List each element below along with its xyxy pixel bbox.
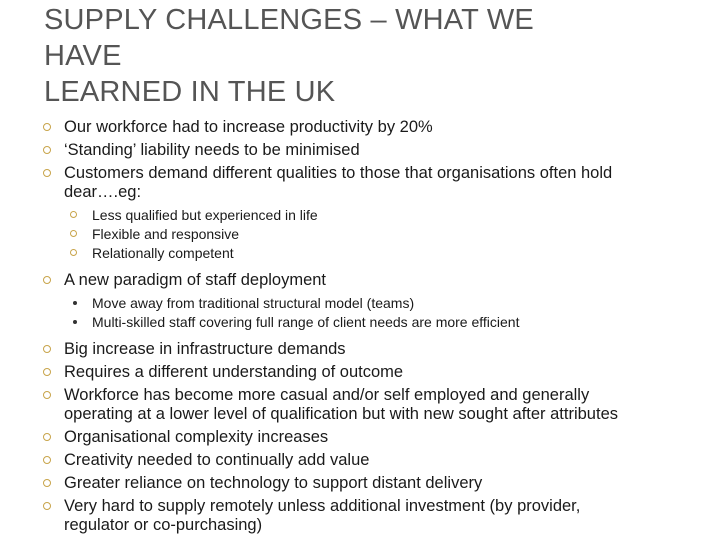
bullet-item [40, 428, 700, 447]
sub-bullet-item [40, 244, 700, 263]
bullet-text: Big increase in infrastructure demands [64, 340, 346, 358]
bullet-text: Our workforce had to increase productivity by 20% [64, 118, 433, 136]
bullet-text: Customers demand different qualities to those that organisations often hold [64, 164, 613, 182]
ring-bullet-icon [43, 368, 51, 376]
ring-bullet-icon [43, 276, 51, 284]
sub-bullet-item [40, 313, 700, 332]
bullet-item [40, 164, 700, 202]
title-line-2: HAVE [44, 40, 122, 72]
dot-bullet-icon [73, 301, 77, 305]
bullet-text: Organisational complexity increases [64, 428, 329, 446]
bullet-text: Creativity needed to continually add value [64, 451, 370, 469]
bullet-text-continued: operating at a lower level of qualification but with new sought after attributes [64, 405, 618, 423]
ring-bullet-icon [70, 211, 77, 218]
bullet-text-continued: dear….eg: [64, 183, 142, 201]
ring-bullet-icon [70, 249, 77, 256]
bullet-text: Workforce has become more casual and/or self employed and generally [64, 386, 590, 404]
bullet-text: Greater reliance on technology to support distant delivery [64, 474, 483, 492]
title-line-1: SUPPLY CHALLENGES – WHAT WE [44, 4, 534, 36]
bullet-text: A new paradigm of staff deployment [64, 271, 327, 289]
bullet-item [40, 451, 700, 470]
ring-bullet-icon [43, 169, 51, 177]
bullet-item [40, 340, 700, 359]
sub-bullet-text: Less qualified but experienced in life [92, 207, 318, 223]
ring-bullet-icon [43, 345, 51, 353]
sub-bullet-text: Relationally competent [92, 245, 234, 261]
ring-bullet-icon [43, 433, 51, 441]
bullet-text-continued: regulator or co-purchasing) [64, 516, 263, 534]
bullet-text: Very hard to supply remotely unless additional investment (by provider, [64, 497, 581, 515]
bullet-item [40, 118, 700, 137]
bullet-item [40, 386, 700, 424]
dot-bullet-icon [73, 320, 77, 324]
ring-bullet-icon [43, 391, 51, 399]
ring-bullet-icon [43, 456, 51, 464]
bullet-item [40, 363, 700, 382]
sub-bullet-item [40, 294, 700, 313]
sub-bullet-text: Multi-skilled staff covering full range of client needs are more efficient [92, 314, 520, 330]
ring-bullet-icon [43, 479, 51, 487]
bullet-text: ‘Standing’ liability needs to be minimised [64, 141, 360, 159]
slide-title [44, 2, 664, 110]
sub-bullet-item [40, 206, 700, 225]
ring-bullet-icon [43, 502, 51, 510]
ring-bullet-icon [43, 123, 51, 131]
bullet-item [40, 141, 700, 160]
bullet-list [40, 118, 700, 535]
sub-bullet-item [40, 225, 700, 244]
ring-bullet-icon [43, 146, 51, 154]
title-line-3: LEARNED IN THE UK [44, 76, 336, 108]
bullet-item [40, 271, 700, 290]
bullet-item [40, 497, 700, 535]
ring-bullet-icon [70, 230, 77, 237]
sub-bullet-text: Flexible and responsive [92, 226, 240, 242]
bullet-item [40, 474, 700, 493]
bullet-text: Requires a different understanding of outcome [64, 363, 404, 381]
sub-bullet-text: Move away from traditional structural model (teams) [92, 295, 415, 311]
